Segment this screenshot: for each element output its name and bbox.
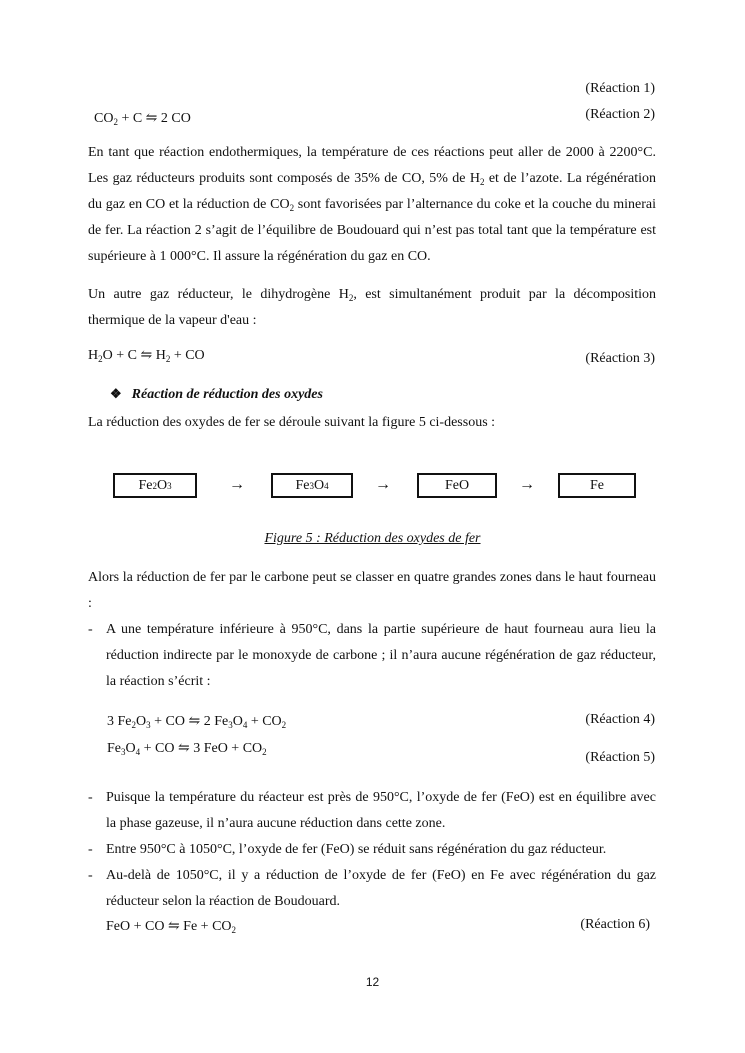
- equation-3: [88, 347, 205, 364]
- equation-5: [107, 740, 267, 757]
- equation-6: [106, 918, 236, 935]
- list-dash: -: [88, 842, 93, 857]
- equation-2: [94, 110, 191, 127]
- eq3-part: O + C ⇋ H: [102, 348, 166, 363]
- figure-box-fe3o4: Fe 3 O 4: [271, 473, 353, 498]
- eq4-sub: 4: [242, 720, 248, 730]
- eq4-part: O: [232, 714, 243, 729]
- list-item-text: Au-delà de 1050°C, il y a réduction de l’oxyde de fer (FeO) en Fe avec régénération du gaz réducteur selon la réaction de Boudouard.: [106, 868, 656, 909]
- para1-text: sont favorisées par l’alternance du coke et la couche du minerai de fer. La réaction 2 s’agit de l’équilibre de Boudouard qui n’est pas total tant que la température est supérieure à 1 000°C. Il assure la régénération du gaz en CO.: [88, 197, 656, 264]
- list-dash: -: [88, 790, 93, 805]
- reaction-6-label: (Réaction 6): [580, 917, 650, 932]
- eq4-sub: 3: [146, 720, 151, 730]
- arrow-right-icon: →: [519, 476, 535, 493]
- eq4-sub: 3: [228, 720, 233, 730]
- eq5-part: O: [125, 741, 136, 756]
- equation-4: [107, 713, 286, 730]
- eq6-part: FeO + CO ⇋ Fe + CO: [106, 919, 232, 934]
- eq5-sub: 3: [121, 747, 126, 757]
- reaction-2-label: (Réaction 2): [585, 107, 655, 122]
- list-dash: -: [88, 868, 93, 883]
- list-item: [88, 785, 656, 837]
- eq6-sub: 2: [231, 925, 237, 935]
- paragraph-zones: Alors la réduction de fer par le carbone peut se classer en quatre grandes zones dans le haut fourneau :: [88, 570, 656, 611]
- paragraph-endothermic: [88, 140, 656, 270]
- figure-box-feo: FeO: [417, 473, 497, 498]
- eq3-sub: 2: [98, 354, 103, 364]
- eq5-sub: 2: [262, 747, 267, 757]
- para2-text: Un autre gaz réducteur, le dihydrogène H: [88, 287, 349, 302]
- eq2-sub: 2: [113, 117, 118, 127]
- list-dash: -: [88, 622, 93, 637]
- list-item: [88, 863, 656, 915]
- eq5-sub: 4: [135, 747, 141, 757]
- section-intro: La réduction des oxydes de fer se déroule suivant la figure 5 ci-dessous :: [88, 415, 496, 430]
- reaction-3-label: (Réaction 3): [585, 351, 655, 366]
- box1-part: Fe: [138, 477, 153, 493]
- page-number: 12: [365, 975, 380, 989]
- arrow-right-icon: →: [375, 476, 391, 493]
- eq4-part: O: [136, 714, 147, 729]
- box1-part: O: [156, 477, 168, 493]
- eq4-sub: 2: [131, 720, 136, 730]
- section-heading: [110, 386, 323, 403]
- box2-part: O: [313, 477, 325, 493]
- eq2-part: CO: [94, 111, 114, 126]
- list-item-text: Puisque la température du réacteur est près de 950°C, l’oxyde de fer (FeO) est en équilibre avec la phase gazeuse, il n’aura aucune réduction dans cette zone.: [106, 790, 656, 831]
- arrow-right-icon: →: [229, 476, 245, 493]
- eq4-part: + CO: [247, 714, 282, 729]
- paragraph-dihydrogen: [88, 282, 656, 334]
- figure-caption: Figure 5 : Réduction des oxydes de fer: [264, 531, 481, 546]
- figure-box-fe: Fe: [558, 473, 636, 498]
- list-item: [88, 617, 656, 695]
- eq4-part: 3 Fe: [107, 714, 132, 729]
- eq5-part: Fe: [107, 741, 121, 756]
- diamond-bullet-icon: ❖: [110, 386, 122, 401]
- eq4-sub: 2: [281, 720, 287, 730]
- eq5-part: + CO ⇋ 3 FeO + CO: [140, 741, 263, 756]
- figure-box-fe2o3: Fe 2 O 3: [113, 473, 197, 498]
- list-item: [88, 837, 656, 863]
- para1-sub: 2: [479, 177, 485, 187]
- reaction-4-label: (Réaction 4): [585, 712, 655, 727]
- eq4-part: + CO ⇋ 2 Fe: [150, 714, 229, 729]
- box2-part: Fe: [295, 477, 310, 493]
- para1-sub: 2: [289, 203, 295, 213]
- para2-sub: 2: [348, 293, 354, 303]
- reaction-1-label: (Réaction 1): [585, 81, 655, 96]
- section-heading-text: Réaction de réduction des oxydes: [131, 387, 323, 402]
- list-item-text: A une température inférieure à 950°C, dans la partie supérieure de haut fourneau aura lieu la réduction indirecte par le monoxyde de carbone ; il n’aura aucune régénération de gaz réducteur, la réaction s’écrit :: [106, 622, 656, 689]
- reaction-5-label: (Réaction 5): [585, 750, 655, 765]
- eq3-part: + CO: [170, 348, 205, 363]
- para2-text: , est simultanément produit par la décomposition thermique de la vapeur d'eau :: [88, 287, 656, 328]
- eq3-part: H: [88, 348, 99, 363]
- eq3-sub: 2: [165, 354, 171, 364]
- para1-text: En tant que réaction endothermiques, la température de ces réactions peut aller de 2000 à 2200°C. Les gaz réducteurs produits sont composés de 35% de CO, 5% de H: [88, 145, 656, 186]
- para1-text: et de l’azote. La régénération du gaz en CO et la réduction de CO: [88, 171, 656, 212]
- list-item-text: Entre 950°C à 1050°C, l’oxyde de fer (FeO) se réduit sans régénération du gaz réducteur.: [106, 842, 607, 857]
- eq2-part: + C ⇋ 2 CO: [117, 111, 191, 126]
